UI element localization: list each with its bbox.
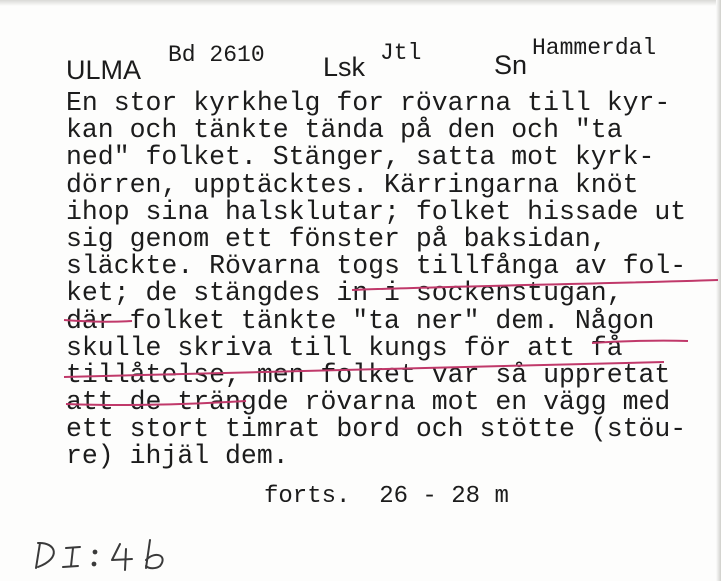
sn-value: Hammerdal [532,35,657,61]
text-line: ihop sina halsklutar; folket hissade ut [66,196,687,227]
ulma-label: ULMA [66,55,142,85]
underline-mark [352,280,718,290]
text-line: ned" folket. Stänger, satta mot kyrk- [66,142,655,173]
ulma-number: Bd 2610 [168,42,265,68]
sn-label: Sn [494,50,528,80]
text-line: ket; de stängdes in i sockenstugan, [66,278,623,309]
handwritten-signum [36,540,163,570]
text-line: re) ihjäl dem. [66,441,289,472]
text-line: där folket tänkte "ta ner" dem. Någon [66,305,655,336]
text-line: En stor kyrkhelg for rövarna till kyr- [66,88,671,118]
text-line: ett stort timrat bord och stötte (stöu- [66,414,687,445]
text-line: skulle skriva till kungs för att få [66,332,623,363]
lsk-value: Jtl [380,40,422,66]
underline-mark [64,320,132,322]
underline-mark [592,341,688,343]
underline-mark [64,362,664,377]
text-line: sig genom ett fönster på baksidan, [66,223,607,254]
continuation-note: forts. 26 - 28 m [264,483,509,510]
text-line: att de trängde rövarna mot en vägg med [66,387,671,418]
text-line: dörren, upptäcktes. Kärringarna knöt [66,169,639,200]
text-line: släckte. Rövarna togs tillfånga av fol- [66,251,687,282]
text-line: kan och tänkte tända på den och "ta [66,115,623,146]
underline-mark [66,401,246,405]
text-line: tillåtelse, men folket var så uppretat [66,359,671,390]
lsk-label: Lsk [323,52,366,82]
